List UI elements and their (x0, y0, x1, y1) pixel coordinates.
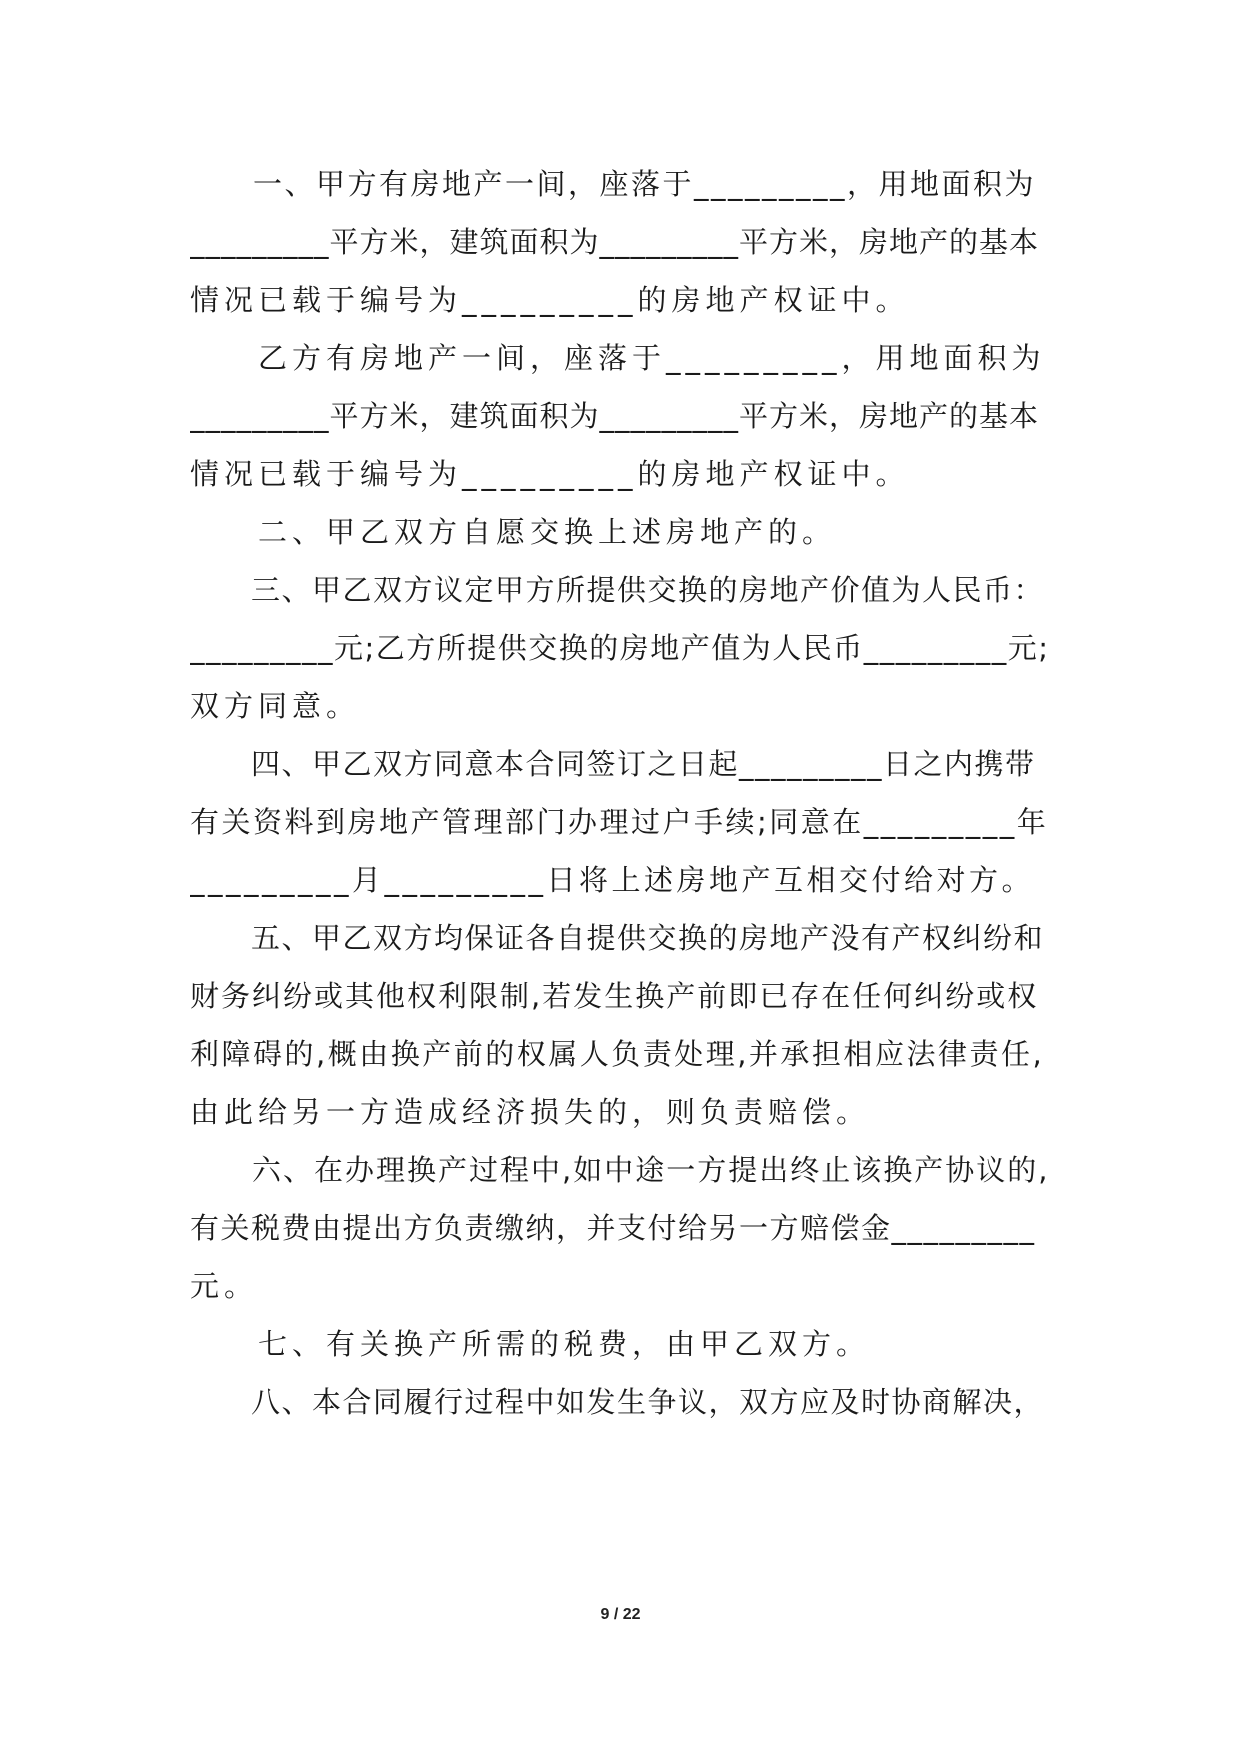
text-line: _________月_________日将上述房地产互相交付给对方。 (190, 863, 1035, 897)
text-line: 元。 (190, 1269, 259, 1303)
text-line: 七、有关换产所需的税费，由甲乙双方。 (190, 1327, 871, 1361)
text-line: 四、甲乙双方同意本合同签订之日起_________日之内携带 (190, 747, 1036, 781)
text-line: 有关税费由提出方负责缴纳，并支付给另一方赔偿金_________ (190, 1211, 1036, 1245)
text-line: 由此给另一方造成经济损失的，则负责赔偿。 (190, 1095, 871, 1129)
text-line: 八、本合同履行过程中如发生争议，双方应及时协商解决， (190, 1385, 1045, 1419)
text-line: 利障碍的,概由换产前的权属人负责处理,并承担相应法律责任, (190, 1037, 1045, 1071)
text-line: _________平方米，建筑面积为_________平方米，房地产的基本 (190, 225, 1040, 259)
page-number: 9 / 22 (600, 1606, 641, 1623)
text-line: 一、甲方有房地产一间，座落于_________，用地面积为 (190, 167, 1037, 201)
text-line: 三、甲乙双方议定甲方所提供交换的房地产价值为人民币： (190, 573, 1045, 607)
text-line: 情况已载于编号为_________的房地产权证中。 (190, 457, 910, 491)
text-line: 有关资料到房地产管理部门办理过户手续;同意在_________年 (190, 805, 1049, 839)
text-line: 乙方有房地产一间，座落于_________，用地面积为 (190, 341, 1046, 375)
text-line: 二、甲乙双方自愿交换上述房地产的。 (190, 515, 837, 549)
text-line: 财务纠纷或其他权利限制,若发生换产前即已存在任何纠纷或权 (190, 979, 1039, 1013)
text-line: 情况已载于编号为_________的房地产权证中。 (190, 283, 910, 317)
text-line: _________平方米，建筑面积为_________平方米，房地产的基本 (190, 399, 1040, 433)
text-line: 双方同意。 (190, 689, 361, 723)
text-line: _________元;乙方所提供交换的房地产值为人民币_________元; (190, 631, 1050, 665)
text-line: 六、在办理换产过程中,如中途一方提出终止该换产协议的, (190, 1153, 1050, 1187)
text-line: 五、甲乙双方均保证各自提供交换的房地产没有产权纠纷和 (190, 921, 1045, 955)
